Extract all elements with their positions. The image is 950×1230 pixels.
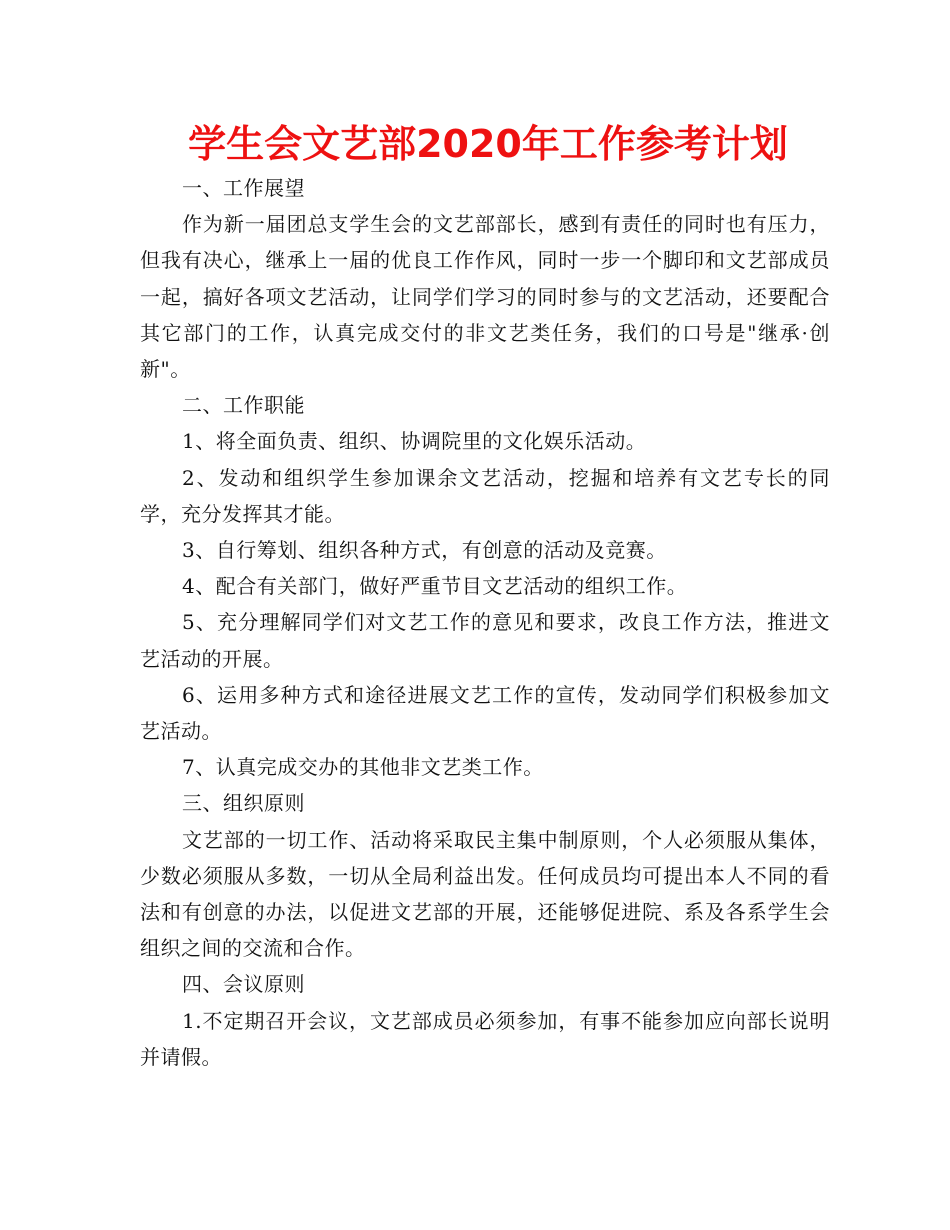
- function-item-5: 5、充分理解同学们对文艺工作的意见和要求，改良工作方法，推进文艺活动的开展。: [140, 610, 830, 671]
- function-item-2: 2、发动和组织学生参加课余文艺活动，挖掘和培养有文艺专长的同学，充分发挥其才能。: [140, 465, 830, 526]
- document-body: [140, 170, 830, 1075]
- function-item-1: 1、将全面负责、组织、协调院里的文化娱乐活动。: [182, 429, 647, 454]
- function-item-3: 3、自行筹划、组织各种方式，有创意的活动及竞赛。: [182, 538, 667, 563]
- section-heading-principles: 三、组织原则: [182, 791, 305, 816]
- meeting-item-1: 1.不定期召开会议，文艺部成员必须参加，有事不能参加应向部长说明并请假。: [140, 1008, 830, 1069]
- paragraph-principles: 文艺部的一切工作、活动将采取民主集中制原则，个人必须服从集体，少数必须服从多数，一切从全局利益出发。任何成员均可提出本人不同的看法和有创意的办法，以促进文艺部的开展，还能够促进院、系及各系学生会组织之间的交流和合作。: [140, 827, 830, 961]
- paragraph-outlook: 作为新一届团总支学生会的文艺部部长，感到有责任的同时也有压力，但我有决心，继承上一届的优良工作作风，同时一步一个脚印和文艺部成员一起，搞好各项文艺活动，让同学们学习的同时参与的文艺活动，还要配合其它部门的工作，认真完成交付的非文艺类任务，我们的口号是"继承·创新"。: [140, 212, 830, 382]
- section-heading-meetings: 四、会议原则: [182, 972, 305, 997]
- function-item-7: 7、认真完成交办的其他非文艺类工作。: [182, 755, 544, 780]
- document-title: 学生会文艺部2020年工作参考计划: [188, 122, 788, 166]
- section-heading-functions: 二、工作职能: [182, 393, 305, 418]
- section-heading-outlook: 一、工作展望: [182, 176, 305, 200]
- function-item-4: 4、配合有关部门，做好严重节目文艺活动的组织工作。: [182, 574, 688, 599]
- function-item-6: 6、运用多种方式和途径进展文艺工作的宣传，发动同学们积极参加文艺活动。: [140, 682, 830, 744]
